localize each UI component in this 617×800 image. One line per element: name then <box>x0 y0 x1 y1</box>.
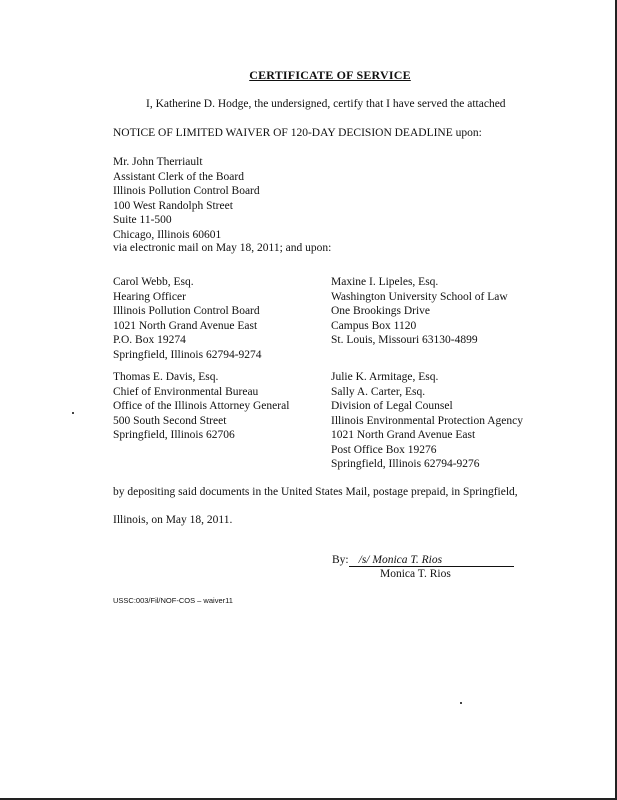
address-line: P.O. Box 19274 <box>113 334 186 346</box>
signature-row <box>332 553 514 568</box>
address-line: 100 West Randolph Street <box>113 199 233 212</box>
address-line: One Brookings Drive <box>331 305 431 317</box>
address-line: Carol Webb, Esq. <box>113 276 194 288</box>
address-line: Maxine I. Lipeles, Esq. <box>331 276 439 288</box>
scan-speck <box>72 412 74 414</box>
address-line: Sally A. Carter, Esq. <box>331 385 426 398</box>
recipient-armitage-carter-address <box>331 370 523 472</box>
address-line: Illinois Pollution Control Board <box>113 305 260 317</box>
recipient-davis-address <box>113 370 289 443</box>
address-line: Springfield, Illinois 62794-9274 <box>113 348 262 361</box>
document-footer-code: USSC:003/Fil/NOF-COS – waiver11 <box>113 596 233 605</box>
recipient-webb-address <box>113 275 262 362</box>
address-line: Chief of Environmental Bureau <box>113 385 259 398</box>
address-line: St. Louis, Missouri 63130-4899 <box>331 334 478 346</box>
address-line: Washington University School of Law <box>331 290 508 303</box>
address-line: Division of Legal Counsel <box>331 400 453 412</box>
primary-recipient-address <box>113 155 260 242</box>
document-title: CERTIFICATE OF SERVICE <box>249 68 411 82</box>
address-line: 500 South Second Street <box>113 414 227 427</box>
address-line: 1021 North Grand Avenue East <box>331 429 476 441</box>
signature-label: By: <box>332 554 349 566</box>
address-line: Suite 11-500 <box>113 214 172 226</box>
address-line: Illinois Environmental Protection Agency <box>331 414 523 427</box>
address-line: Springfield, Illinois 62794-9276 <box>331 458 480 470</box>
address-line: Post Office Box 19276 <box>331 443 437 456</box>
via-line: via electronic mail on May 18, 2011; and upon: <box>113 242 332 254</box>
address-line: 1021 North Grand Avenue East <box>113 319 258 332</box>
address-line: Thomas E. Davis, Esq. <box>113 371 219 383</box>
intro-paragraph: I, Katherine D. Hodge, the undersigned, certify that I have served the attached <box>146 98 506 110</box>
address-line: Hearing Officer <box>113 290 186 303</box>
notice-line: NOTICE OF LIMITED WAIVER OF 120-DAY DECISION DEADLINE upon: <box>113 127 482 139</box>
scan-speck <box>460 702 462 704</box>
deposit-line: by depositing said documents in the United States Mail, postage prepaid, in Springfield, <box>113 486 518 498</box>
date-line: Illinois, on May 18, 2011. <box>113 514 233 526</box>
recipient-lipeles-address <box>331 275 508 348</box>
address-line: Julie K. Armitage, Esq. <box>331 371 439 383</box>
address-line: Campus Box 1120 <box>331 319 417 332</box>
signer-name: Monica T. Rios <box>380 568 451 580</box>
address-line: Mr. John Therriault <box>113 156 203 168</box>
address-line: Chicago, Illinois 60601 <box>113 228 222 241</box>
address-line: Office of the Illinois Attorney General <box>113 400 290 412</box>
address-line: Springfield, Illinois 62706 <box>113 429 235 441</box>
address-line: Illinois Pollution Control Board <box>113 185 260 197</box>
address-line: Assistant Clerk of the Board <box>113 170 244 183</box>
signature-line: /s/ Monica T. Rios <box>349 553 514 567</box>
